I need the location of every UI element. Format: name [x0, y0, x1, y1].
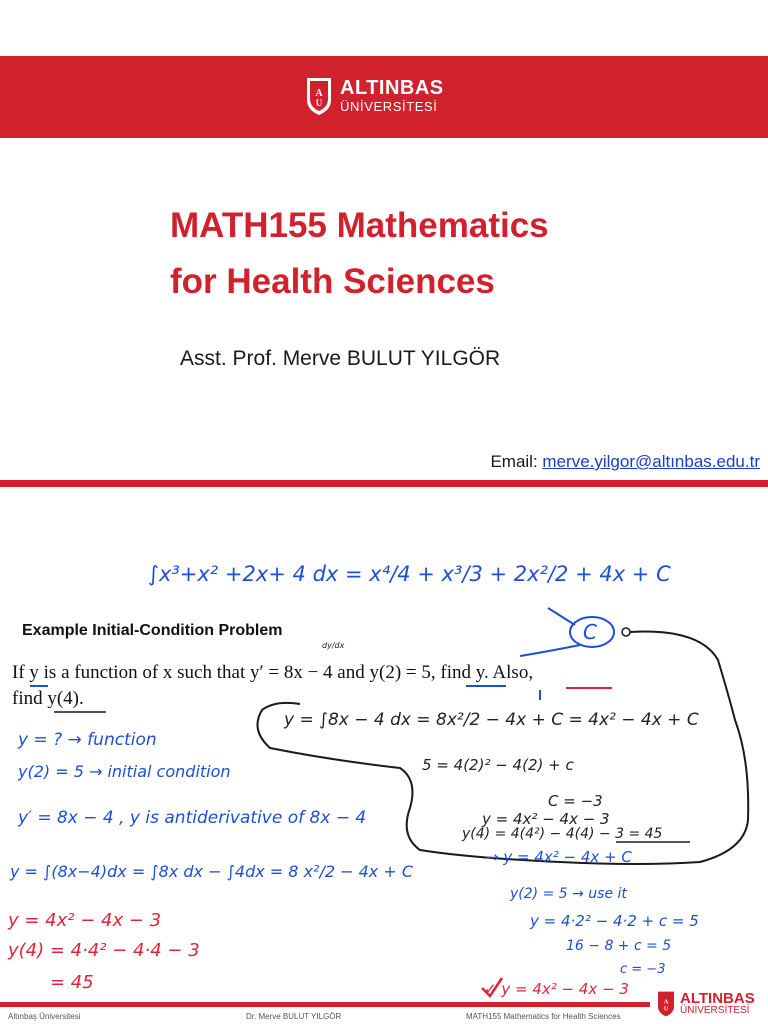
footer-course: MATH155 Mathematics for Health Sciences	[466, 1012, 621, 1021]
footer-logo-subname: ÜNİVERSİTESİ	[680, 1004, 750, 1016]
hw-boxed-line2: 5 = 4(2)² − 4(2) + c	[422, 756, 574, 774]
hw-right-2: y = 4·2² − 4·2 + c = 5	[530, 912, 699, 930]
course-title-line1: MATH155 Mathematics	[170, 206, 549, 245]
hw-c-bubble-label: C	[583, 620, 597, 644]
instructor-name: Asst. Prof. Merve BULUT YILGÖR	[180, 347, 501, 370]
hw-boxed-y4: y(4) = 4(4²) − 4(4) − 3 = 45	[462, 826, 663, 842]
hw-check-final: ✓ y = 4x² − 4x − 3	[484, 980, 629, 998]
footer-university: Altınbaş Üniversitesi	[8, 1012, 81, 1021]
problem-line1: If y is a function of x such that y′ = 8x − 4 and y(2) = 5, find y. Also,	[12, 662, 534, 683]
problem-statement	[12, 660, 712, 712]
footer-logo-name: ALTINBAS	[680, 989, 755, 1007]
hw-boxed-line1: y = ∫8x − 4 dx = 8x²/2 − 4x + C = 4x² − 4x + C	[284, 710, 699, 730]
hw-red-3: = 45	[50, 972, 94, 993]
example-heading: Example Initial-Condition Problem	[22, 622, 283, 639]
hw-left-2: y(2) = 5 → initial condition	[18, 762, 231, 781]
email-label: Email:	[490, 452, 538, 471]
hw-left-1: y = ? → function	[18, 730, 157, 750]
hw-left-4: y = ∫(8x−4)dx = ∫8x dx − ∫4dx = 8 x²/2 − 4x + C	[10, 862, 413, 881]
hw-boxed-c: C = −3	[548, 792, 603, 810]
hw-red-1: y = 4x² − 4x − 3	[8, 910, 162, 931]
hw-right-3: 16 − 8 + c = 5	[566, 938, 672, 954]
svg-text:A: A	[315, 88, 323, 99]
email-link[interactable]: merve.yilgor@altınbas.edu.tr	[542, 452, 760, 471]
hw-arrow-result: → y = 4x² − 4x + C	[486, 848, 632, 866]
problem-line2: find y(4).	[12, 688, 84, 709]
hw-top-integral: ∫x³+x² +2x+ 4 dx = x⁴/4 + x³/3 + 2x²/2 + 4x + C	[148, 562, 671, 586]
hw-red-2: y(4) = 4·4² − 4·4 − 3	[8, 940, 200, 961]
hw-right-1: y(2) = 5 → use it	[510, 886, 627, 902]
hw-boxed-y: y = 4x² − 4x − 3	[482, 810, 610, 828]
hw-left-3: y′ = 8x − 4 , y is antiderivative of 8x − 4	[18, 808, 367, 828]
divider-bottom	[0, 1002, 650, 1007]
footer-logo	[656, 989, 755, 1017]
footer-shield-icon	[656, 989, 676, 1017]
hw-right-4: c = −3	[620, 962, 666, 977]
svg-text:A: A	[663, 998, 669, 1006]
logo-subname: ÜNİVERSİTESİ	[340, 98, 438, 114]
svg-text:U: U	[315, 98, 323, 108]
arrow-c-up	[548, 608, 575, 625]
logo-name: ALTINBAS	[340, 76, 444, 99]
c-bubble-dot	[622, 628, 630, 636]
footer-author: Dr. Merve BULUT YILGÖR	[246, 1012, 342, 1021]
hw-dydx: dy/dx	[322, 641, 345, 650]
arrow-c-left	[520, 645, 580, 656]
course-title-line2: for Health Sciences	[170, 262, 495, 301]
svg-text:U: U	[663, 1006, 669, 1013]
